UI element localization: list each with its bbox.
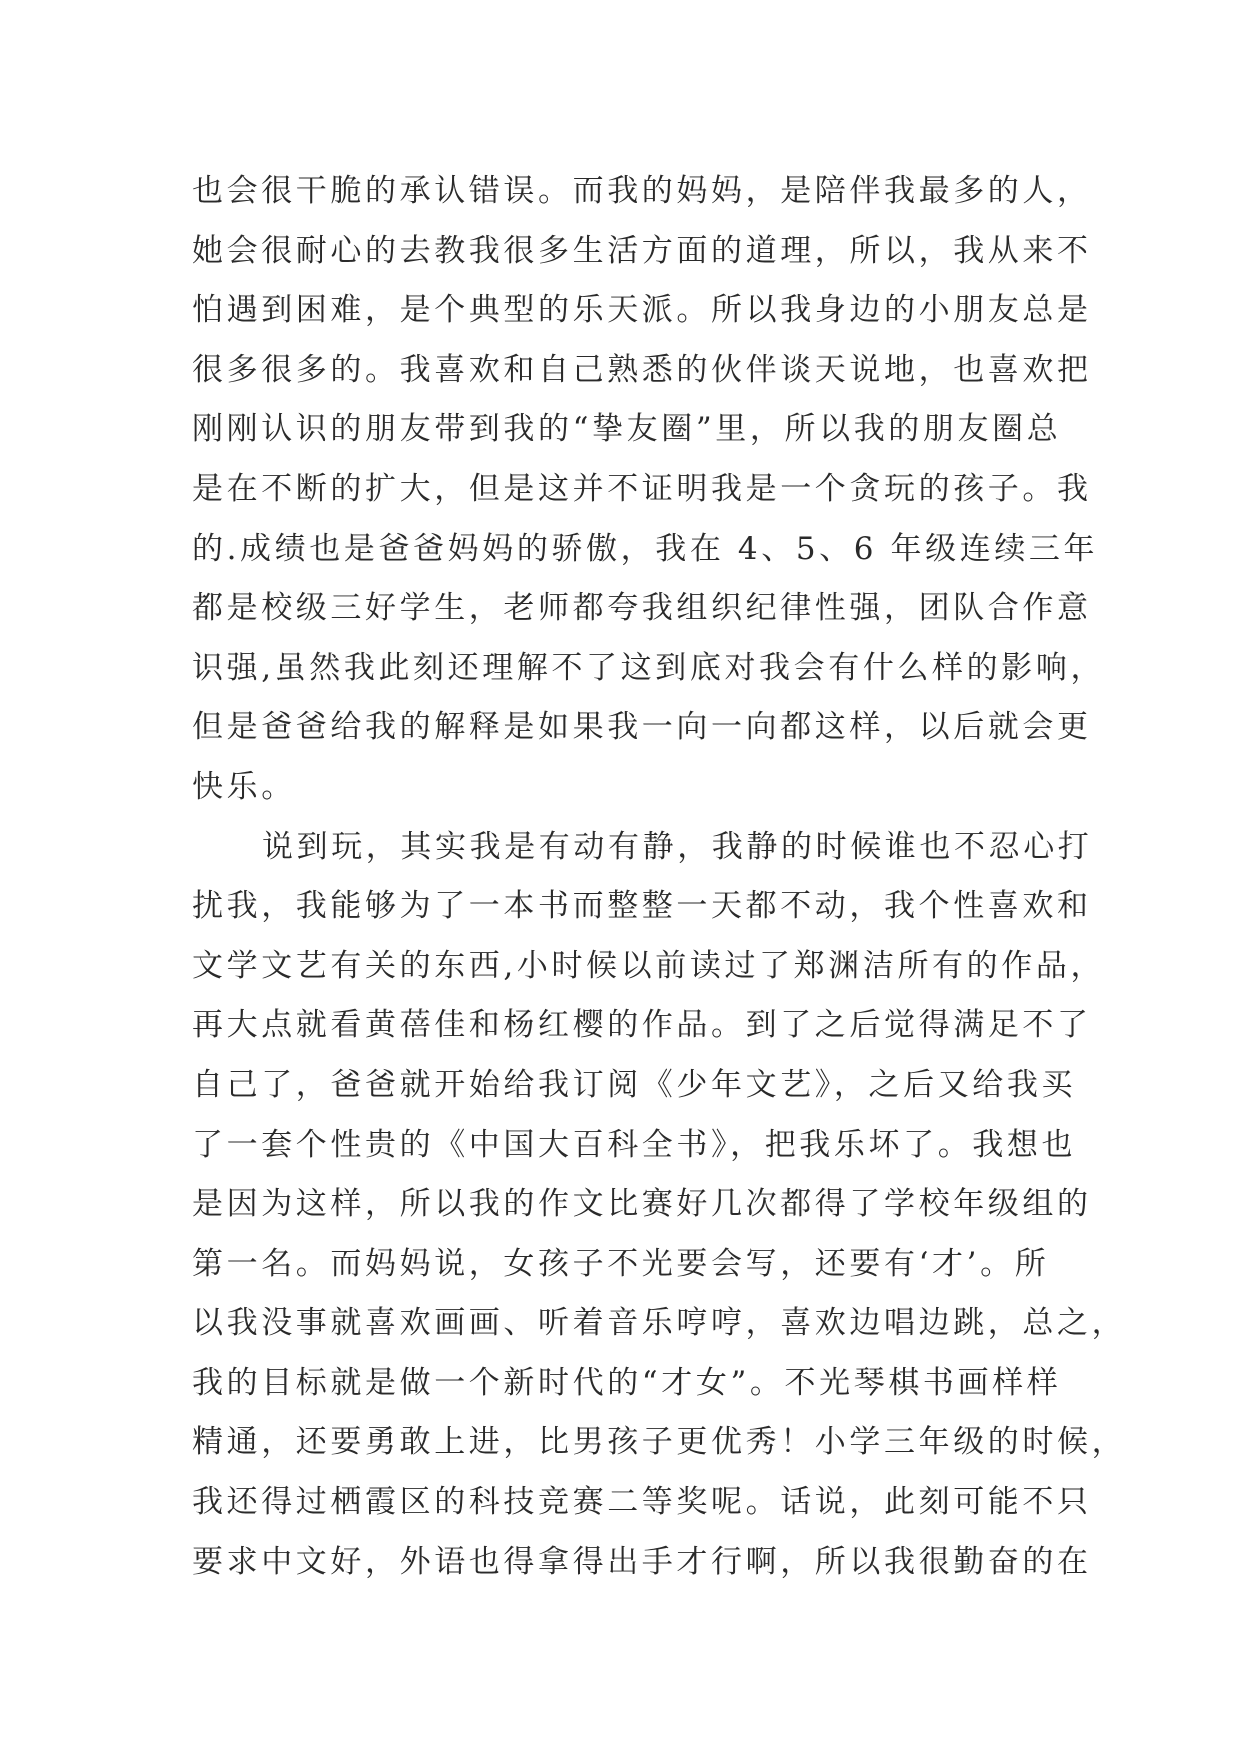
text-line: 精通，还要勇敢上进，比男孩子更优秀！小学三年级的时候， [192, 1424, 1127, 1461]
paragraph-1 [192, 162, 1106, 818]
text-line: 第一名。而妈妈说，女孩子不光要会写，还要有‘才’。所 [192, 1245, 1050, 1282]
text-line: 再大点就看黄蓓佳和杨红樱的作品。到了之后觉得满足不了 [192, 1007, 1092, 1044]
text-line: 都是校级三好学生，老师都夸我组织纪律性强，团队合作意 [192, 590, 1092, 627]
text-line: 怕遇到困难，是个典型的乐天派。所以我身边的小朋友总是 [192, 292, 1092, 329]
text-line: 我的目标就是做一个新时代的“才女”。不光琴棋书画样样 [192, 1364, 1062, 1401]
text-line: 识强,虽然我此刻还理解不了这到底对我会有什么样的影响， [192, 649, 1106, 686]
text-line: 要求中文好，外语也得拿得出手才行啊，所以我很勤奋的在 [192, 1543, 1092, 1580]
text-line: 文学文艺有关的东西,小时候以前读过了郑渊洁所有的作品， [192, 947, 1106, 984]
text-line: 以我没事就喜欢画画、听着音乐哼哼，喜欢边唱边跳，总之， [192, 1305, 1127, 1342]
text-line: 但是爸爸给我的解释是如果我一向一向都这样，以后就会更 [192, 709, 1092, 746]
text-line: 的.成绩也是爸爸妈妈的骄傲，我在 4、5、6 年级连续三年 [192, 530, 1099, 567]
text-line: 了一套个性贵的《中国大百科全书》，把我乐坏了。我想也 [192, 1126, 1077, 1163]
text-line: 说到玩，其实我是有动有静，我静的时候谁也不忍心打 [262, 828, 1093, 865]
text-line: 扰我，我能够为了一本书而整整一天都不动，我个性喜欢和 [192, 888, 1092, 925]
text-line: 是因为这样，所以我的作文比赛好几次都得了学校年级组的 [192, 1186, 1092, 1223]
text-line: 很多很多的。我喜欢和自己熟悉的伙伴谈天说地，也喜欢把 [192, 351, 1092, 388]
text-line: 刚刚认识的朋友带到我的“挚友圈”里，所以我的朋友圈总 [192, 411, 1062, 448]
text-line: 自己了，爸爸就开始给我订阅《少年文艺》，之后又给我买 [192, 1066, 1077, 1103]
body-text [192, 162, 1127, 1592]
text-line: 是在不断的扩大，但是这并不证明我是一个贪玩的孩子。我 [192, 470, 1092, 507]
text-line: 我还得过栖霞区的科技竞赛二等奖呢。话说，此刻可能不只 [192, 1484, 1092, 1521]
paragraph-2 [192, 818, 1127, 1593]
text-line: 她会很耐心的去教我很多生活方面的道理，所以，我从来不 [192, 232, 1092, 269]
text-line: 快乐。 [192, 768, 296, 805]
text-line: 也会很干脆的承认错误。而我的妈妈，是陪伴我最多的人， [192, 173, 1092, 209]
